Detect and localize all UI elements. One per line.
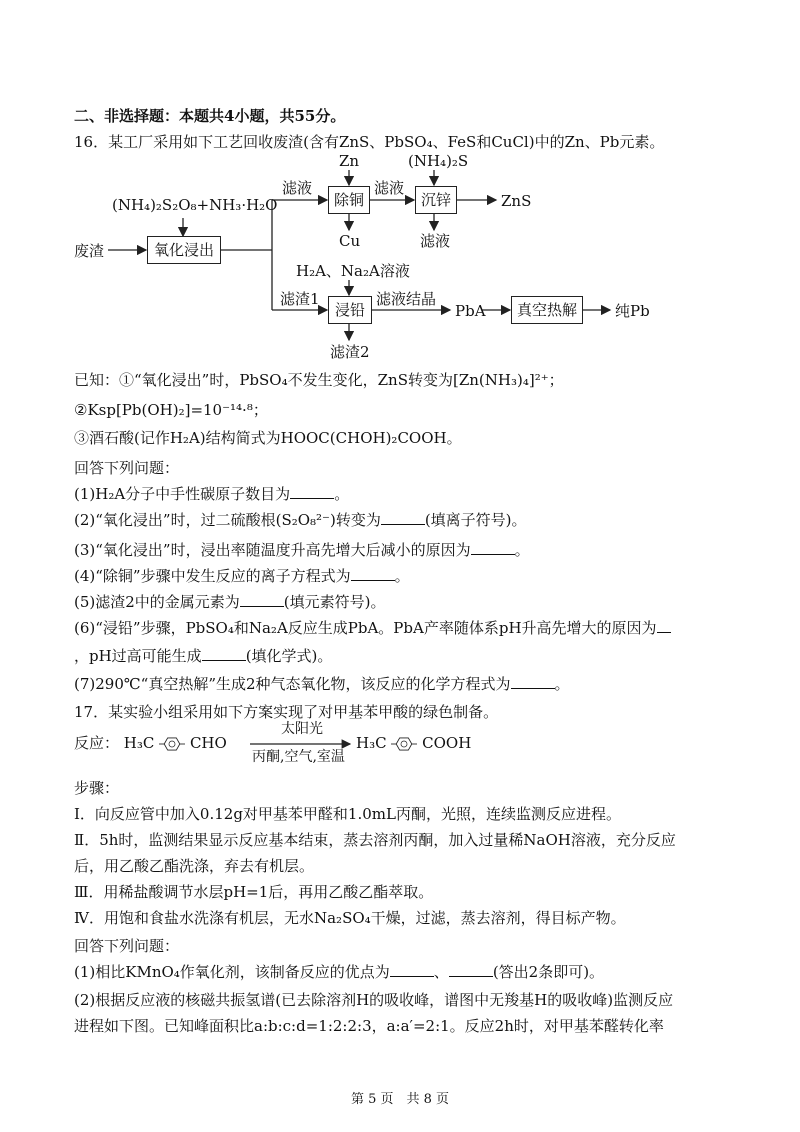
q16-part5-blank[interactable] [240, 592, 284, 607]
q16-part7-end: 。 [554, 675, 570, 693]
pba-label: PbA [455, 302, 486, 320]
q16-part5-end: (填元素符号)。 [283, 593, 386, 611]
q16-part6 [74, 618, 671, 638]
filtrate-crystallize-label: 滤液结晶 [376, 290, 437, 308]
q16-part4 [74, 566, 410, 586]
q16-part3-text: (3)“氧化浸出”时，浸出率随温度升高先增大后减小的原因为 [74, 541, 471, 559]
q16-part5 [74, 592, 386, 612]
q16-part2-blank[interactable] [381, 510, 425, 525]
q16-part3 [74, 540, 530, 560]
step-3: Ⅲ．用稀盐酸调节水层pH=1后，再用乙酸乙酯萃取。 [74, 883, 434, 901]
benzene-ring-icon [391, 737, 417, 751]
q16-part5-text: (5)滤渣2中的金属元素为 [74, 593, 240, 611]
q17-stem: 17．某实验小组采用如下方案实现了对甲基苯甲酸的绿色制备。 [74, 703, 499, 721]
q17-part1-blank-b[interactable] [449, 962, 493, 977]
q17-part2a: (2)根据反应液的核磁共振氢谱(已去除溶剂H的吸收峰，谱图中无羧基H的吸收峰)监测反应 [74, 991, 674, 1009]
vacuum-pyrolysis-box: 真空热解 [511, 296, 583, 324]
known-1: 已知：①“氧化浸出”时，PbSO₄不发生变化，ZnS转变为[Zn(NH₃)₄]²⁺； [74, 371, 564, 389]
q16-part1-blank[interactable] [290, 484, 334, 499]
steps-label: 步骤： [74, 779, 120, 797]
benzene-ring-icon [159, 737, 185, 751]
q16-part4-blank[interactable] [351, 566, 395, 581]
q16-part3-blank[interactable] [471, 540, 515, 555]
page-footer: 第 5 页 共 8 页 [350, 1092, 450, 1107]
q17-part1-end: (答出2条即可)。 [492, 963, 605, 981]
filtrate2-label: 滤液 [374, 179, 405, 197]
q16-part6-blank-b[interactable] [202, 646, 246, 661]
q16-part1 [74, 484, 349, 504]
step-4: Ⅳ．用饱和食盐水洗涤有机层，无水Na₂SO₄干燥，过滤，蒸去溶剂，得目标产物。 [74, 909, 626, 927]
cu-label: Cu [339, 232, 361, 250]
ammonium-sulfide-label: (NH₄)₂S [408, 152, 469, 170]
q16-stem: 16．某工厂采用如下工艺回收废渣(含有ZnS、PbSO₄、FeS和CuCl)中的Zn、Pb元素。 [74, 133, 665, 151]
tartrate-reagent-label: H₂A、Na₂A溶液 [296, 262, 410, 280]
q16-answer-intro: 回答下列问题： [74, 459, 180, 477]
zn-label: Zn [339, 152, 360, 170]
q16-part2-text: (2)“氧化浸出”时，过二硫酸根(S₂O₈²⁻)转变为 [74, 511, 381, 529]
oxidize-leach-box: 氧化浸出 [147, 236, 221, 264]
reactant-suffix: CHO [189, 734, 227, 752]
reaction-label: 反应： [74, 734, 120, 752]
q16-part6-text: (6)“浸铅”步骤，PbSO₄和Na₂A反应生成PbA。PbA产率随体系pH升高先增大的原因为 [74, 619, 657, 637]
q17-part1 [74, 962, 604, 982]
lead-leach-box: 浸铅 [328, 296, 372, 324]
q17-part1-blank-a[interactable] [390, 962, 434, 977]
reactant-prefix: H₃C [123, 734, 155, 752]
q16-part7-blank[interactable] [511, 674, 555, 689]
zinc-precipitation-box: 沉锌 [415, 186, 457, 214]
waste-label: 废渣 [74, 242, 105, 260]
residue1-label: 滤渣1 [280, 290, 320, 308]
q16-part2 [74, 510, 527, 530]
q16-part1-text: (1)H₂A分子中手性碳原子数目为 [74, 485, 291, 503]
q17-answer-intro: 回答下列问题： [74, 937, 180, 955]
arrow-bottom-label: 丙酮,空气,室温 [252, 749, 345, 765]
q16-part3-end: 。 [514, 541, 530, 559]
filtrate-label: 滤液 [282, 179, 313, 197]
known-3: ③酒石酸(记作H₂A)结构简式为HOOC(CHOH)₂COOH。 [74, 429, 462, 447]
section-title: 二、非选择题：本题共4小题，共55分。 [74, 107, 346, 125]
q16-part7 [74, 674, 570, 694]
q16-part2-end: (填离子符号)。 [424, 511, 527, 529]
step-2b: 后，用乙酸乙酯洗涤，弃去有机层。 [74, 857, 315, 875]
q16-part6b [74, 646, 332, 666]
q16-part6-blank-a[interactable] [657, 618, 671, 633]
q16-part6b-end: (填化学式)。 [245, 647, 333, 665]
known-2: ②Ksp[Pb(OH)₂]=10⁻¹⁴·⁸； [74, 401, 268, 419]
q16-part4-end: 。 [394, 567, 410, 585]
reagent-oxidant-label: (NH₄)₂S₂O₈+NH₃·H₂O [112, 196, 278, 214]
pure-pb-label: 纯Pb [615, 302, 650, 320]
step-1: Ⅰ．向反应管中加入0.12g对甲基苯甲醛和1.0mL丙酮，光照，连续监测反应进程。 [74, 805, 621, 823]
step-2a: Ⅱ．5h时，监测结果显示反应基本结束，蒸去溶剂丙酮，加入过量稀NaOH溶液，充分反应 [74, 831, 676, 849]
q17-part1-mid: 、 [433, 963, 449, 981]
q16-part4-text: (4)“除铜”步骤中发生反应的离子方程式为 [74, 567, 351, 585]
q17-part1-text: (1)相比KMnO₄作氧化剂，该制备反应的优点为 [74, 963, 390, 981]
filtrate3-label: 滤液 [420, 232, 451, 250]
q17-part2b: 进程如下图。已知峰面积比a:b:c:d=1:2:2:3，a:a′=2:1。反应2h时，对甲基苯醛转化率 [74, 1017, 664, 1035]
product [356, 733, 471, 753]
decopper-box: 除铜 [328, 186, 370, 214]
q16-part7-text: (7)290℃“真空热解”生成2种气态氧化物，该反应的化学方程式为 [74, 675, 511, 693]
reaction-scheme [74, 733, 227, 753]
zns-label: ZnS [501, 192, 532, 210]
residue2-label: 滤渣2 [330, 343, 370, 361]
arrow-top-label: 太阳光 [281, 721, 323, 737]
product-prefix: H₃C [356, 734, 387, 752]
q16-part6b-text: ，pH过高可能生成 [74, 647, 202, 665]
q16-part1-end: 。 [334, 485, 350, 503]
product-suffix: COOH [422, 734, 472, 752]
